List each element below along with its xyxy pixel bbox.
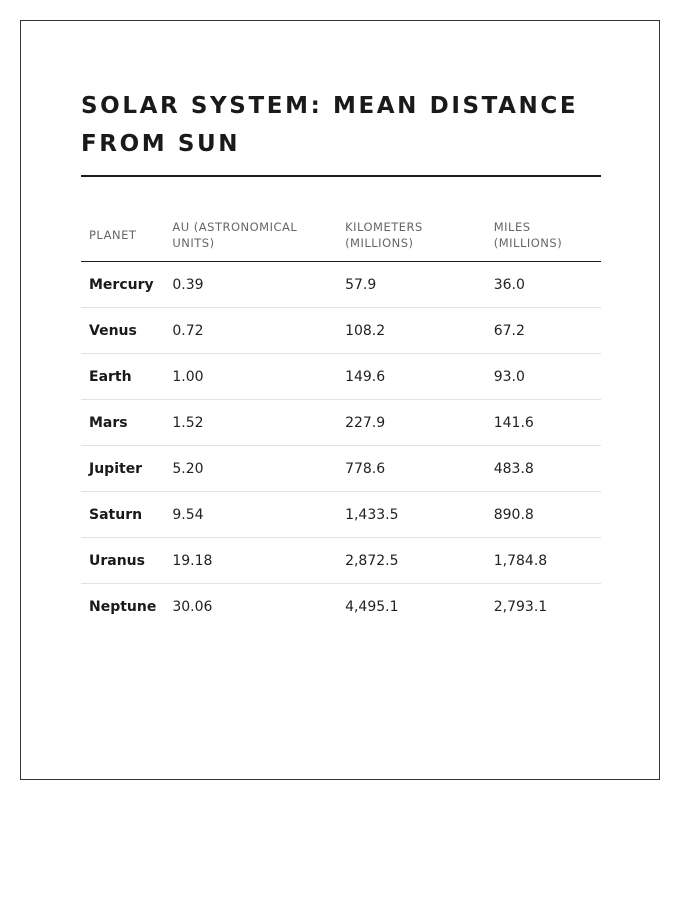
table-row [81,446,601,492]
miles-value: 483.8 [486,446,601,492]
table-row [81,584,601,630]
page-title: SOLAR SYSTEM: MEAN DISTANCE FROM SUN [81,87,601,177]
km-value: 108.2 [337,308,486,354]
column-header-au: AU (ASTRONOMICAL UNITS) [164,213,337,262]
au-value: 5.20 [164,446,337,492]
table-row [81,492,601,538]
table-row [81,354,601,400]
planet-name: Mercury [81,262,164,308]
content-area [81,87,601,629]
miles-value: 67.2 [486,308,601,354]
planet-name: Jupiter [81,446,164,492]
km-value: 2,872.5 [337,538,486,584]
miles-value: 890.8 [486,492,601,538]
km-value: 149.6 [337,354,486,400]
au-value: 1.52 [164,400,337,446]
au-value: 30.06 [172,598,213,615]
planet-name: Neptune [89,598,157,615]
planet-name: Mars [81,400,164,446]
table-header-row [81,213,601,262]
planet-name: Venus [81,308,164,354]
table-row [81,400,601,446]
column-header-miles: MILES (MILLIONS) [486,213,601,262]
document-card [20,20,660,780]
column-header-kilometers: KILOMETERS (MILLIONS) [337,213,486,262]
km-value: 57.9 [337,262,486,308]
miles-value: 2,793.1 [493,598,548,615]
miles-value: 93.0 [486,354,601,400]
miles-value: 1,784.8 [486,538,601,584]
au-value: 1.00 [164,354,337,400]
planet-name: Earth [81,354,164,400]
au-value: 9.54 [164,492,337,538]
planet-name: Uranus [81,538,164,584]
au-value: 0.72 [164,308,337,354]
planet-name: Saturn [81,492,164,538]
km-value: 4,495.1 [345,598,399,615]
au-value: 0.39 [164,262,337,308]
table-row [81,538,601,584]
miles-value: 36.0 [486,262,601,308]
au-value: 19.18 [164,538,337,584]
table-row [81,308,601,354]
km-value: 227.9 [337,400,486,446]
miles-value: 141.6 [486,400,601,446]
column-header-planet: PLANET [81,213,164,262]
km-value: 1,433.5 [337,492,486,538]
km-value: 778.6 [337,446,486,492]
table-row [81,262,601,308]
distance-table [81,213,601,629]
